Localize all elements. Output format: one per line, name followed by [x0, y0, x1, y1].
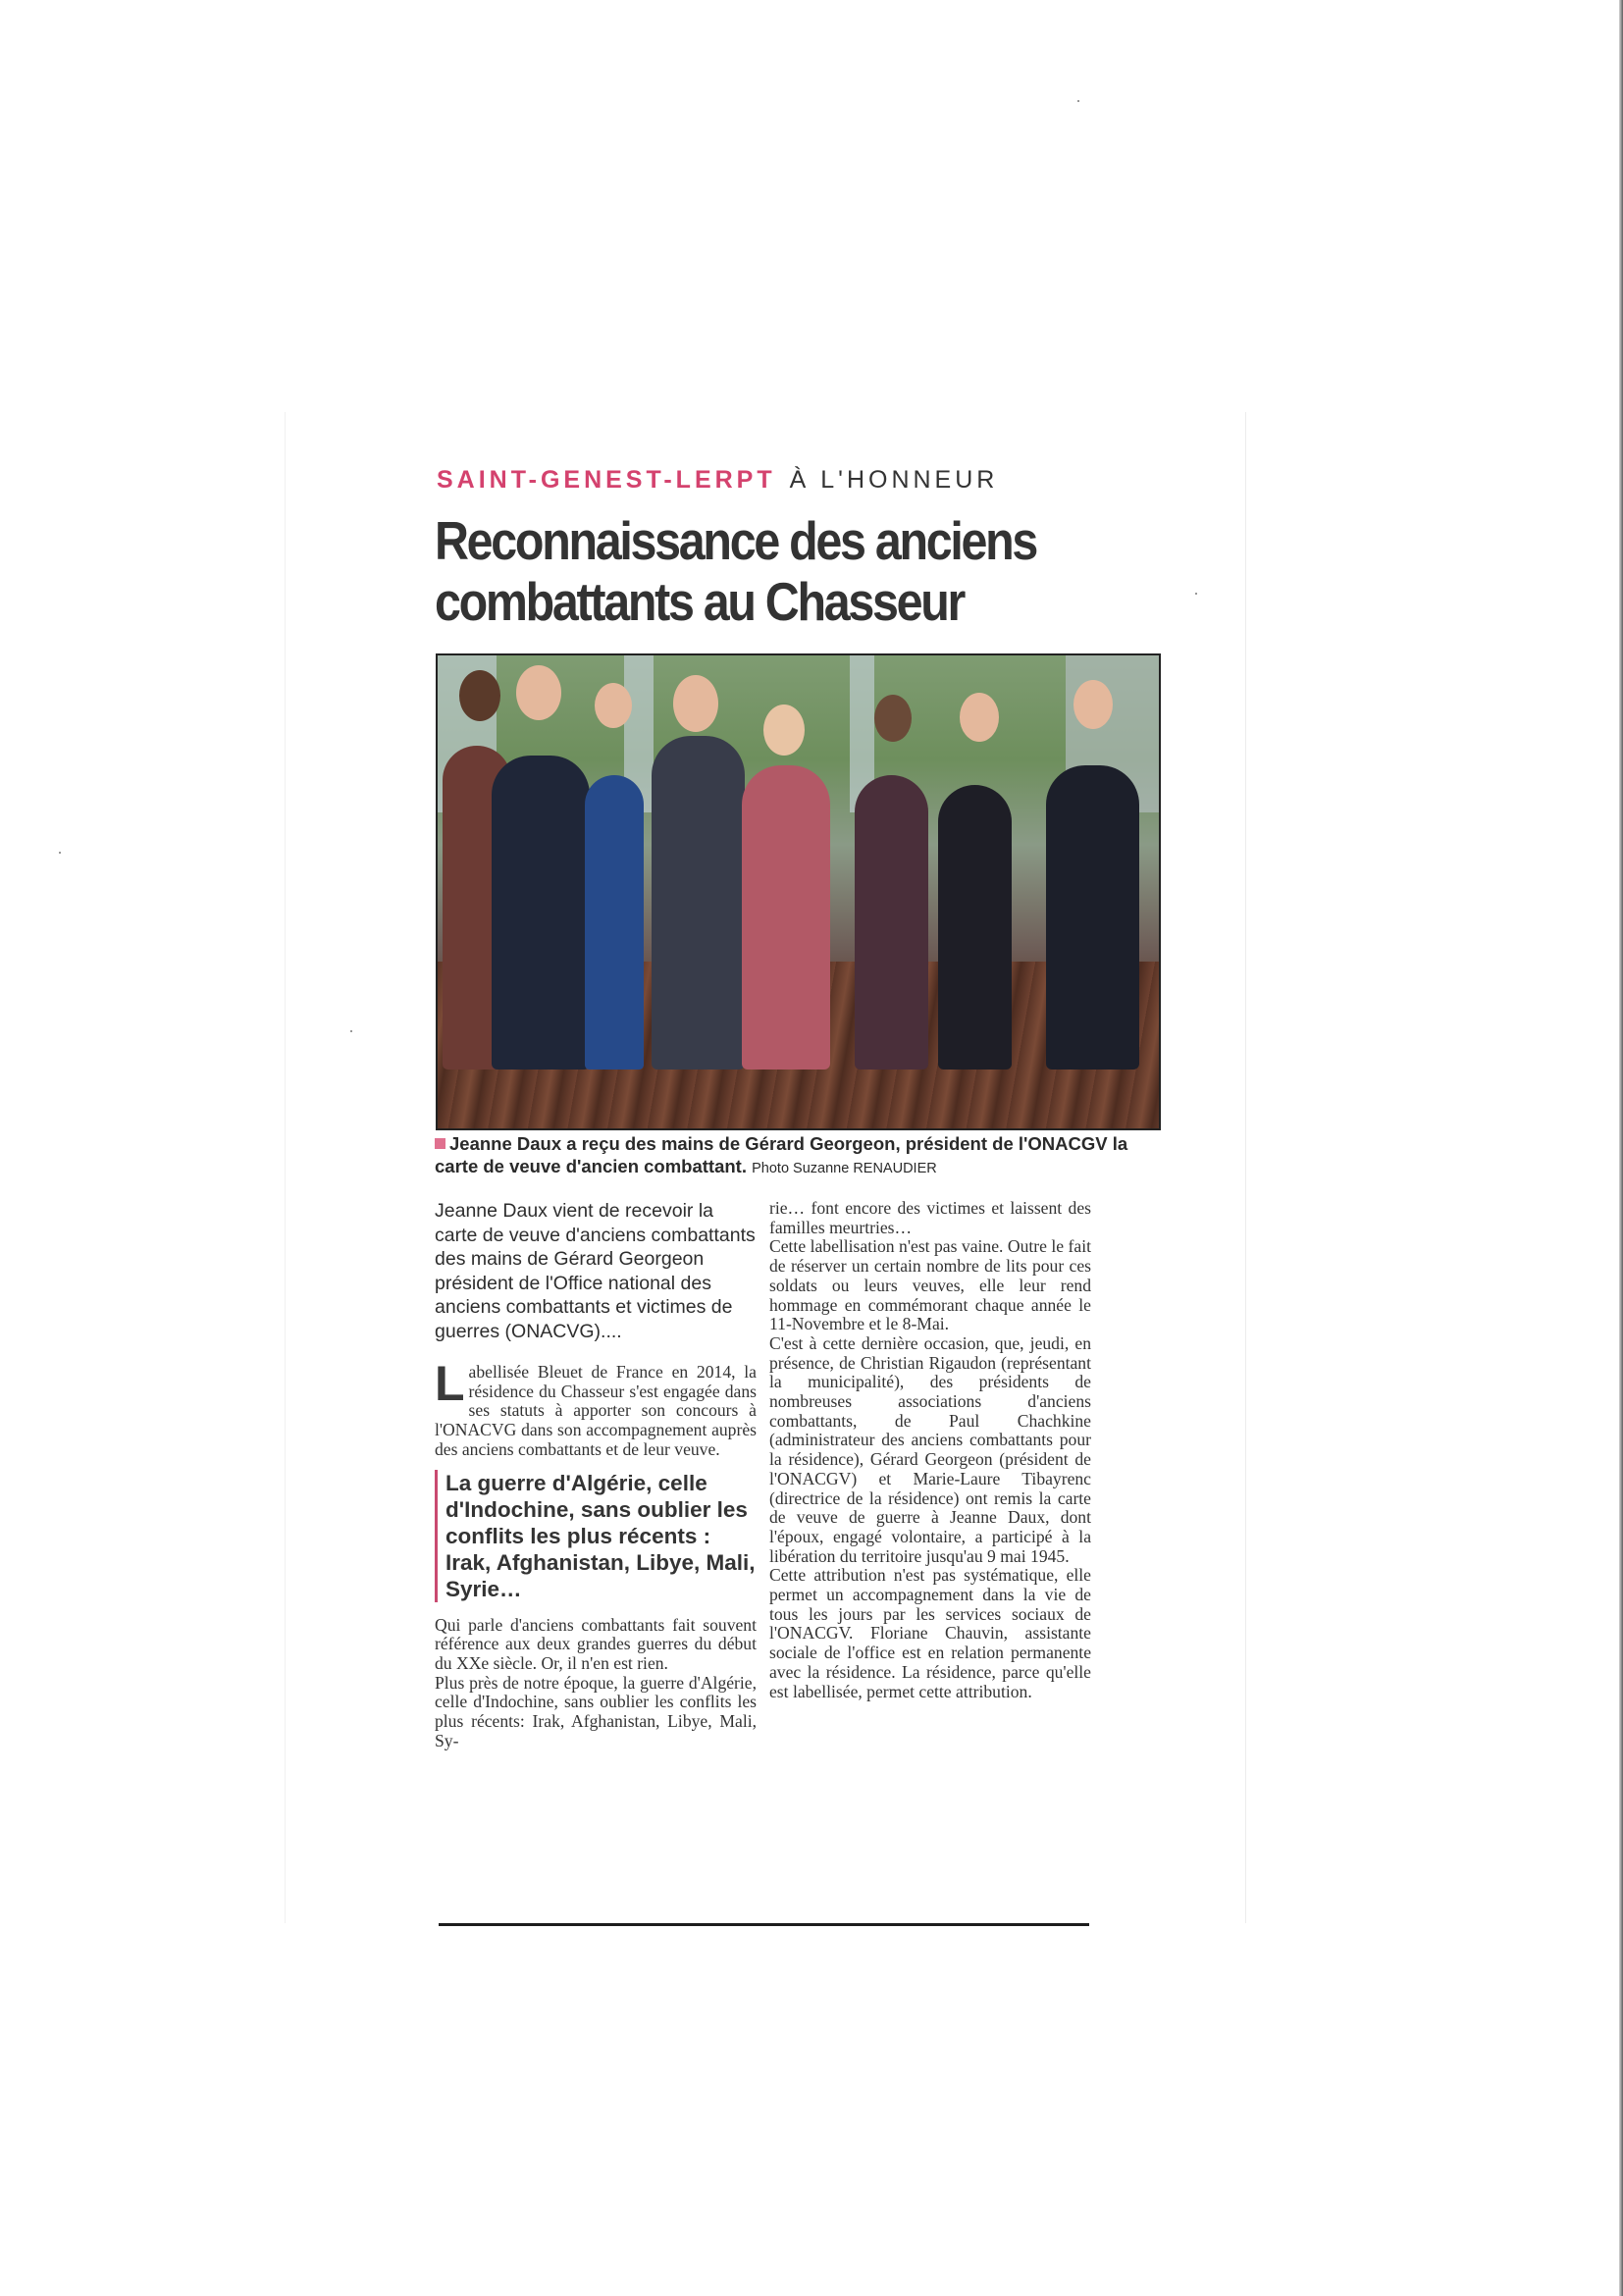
photo-caption	[435, 1132, 1141, 1180]
pull-quote: La guerre d'Algérie, celle d'Indochine, sans oublier les conflits les plus récents : Irak, Afghanistan, Libye, Mali, Syrie…	[435, 1470, 757, 1602]
scan-speck	[59, 852, 61, 854]
article-photo	[436, 653, 1161, 1130]
caption-square-icon	[435, 1138, 445, 1149]
chapo: Jeanne Daux vient de recevoir la carte de veuve d'anciens combattants des mains de Gérard Georgeon président de l'Office national des anciens combattants et victimes de guerres (ONACVG)....	[435, 1200, 756, 1342]
body-right	[769, 1199, 1091, 1701]
scanner-edge	[1619, 0, 1623, 2296]
column-right	[769, 1199, 1091, 1701]
body-paragraph: Plus près de notre époque, la guerre d'Algérie, celle d'Indochine, sans oublier les conflits les plus récents: Irak, Afghanistan, Libye, Mali, Sy-	[435, 1672, 757, 1750]
drop-cap: L	[435, 1356, 465, 1411]
kicker	[437, 466, 998, 495]
intro-text: abellisée Bleuet de France en 2014, la résidence du Chasseur s'est engagée dans ses statuts à apporter son concours à l'ONACVG dans son accompagnement auprès des anciens combattants et de leur veuve.	[435, 1362, 757, 1459]
kicker-place: SAINT-GENEST-LERPT	[437, 466, 776, 494]
body-left	[435, 1616, 757, 1751]
body-paragraph: rie… font encore des victimes et laissent des familles meurtries…	[769, 1198, 1091, 1237]
body-paragraph: Cette labellisation n'est pas vaine. Outre le fait de réserver un certain nombre de lits pour ces soldats ou leurs veuves, elle leur rend hommage en commémorant chaque année le 11-Novembre et le 8-Mai.	[769, 1236, 1091, 1334]
intro-paragraph	[435, 1356, 757, 1460]
headline: Reconnaissance des anciens combattants au Chasseur	[435, 510, 1037, 632]
kicker-rubric: À L'HONNEUR	[789, 466, 999, 494]
caption-text: Jeanne Daux a reçu des mains de Gérard Georgeon, président de l'ONACGV la carte de veuve d'ancien combattant.	[435, 1133, 1128, 1176]
body-paragraph: Qui parle d'anciens combattants fait souvent référence aux deux grandes guerres du début du XXe siècle. Or, il n'en est rien.	[435, 1614, 757, 1673]
column-left	[435, 1199, 757, 1750]
article-end-rule	[439, 1923, 1089, 1926]
body-paragraph: Cette attribution n'est pas systématique, elle permet un accompagnement dans la vie de tous les jours par les services sociaux de l'ONACGV. Floriane Chauvin, assistante sociale de l'office est en relation permanente avec la résidence. La résidence, parce qu'elle est labellisée, permet cette attribution.	[769, 1565, 1091, 1701]
photo-credit: Photo Suzanne RENAUDIER	[752, 1161, 937, 1176]
scan-speck	[1077, 100, 1079, 102]
body-paragraph: C'est à cette dernière occasion, que, jeudi, en présence, de Christian Rigaudon (représentant la municipalité), des présidents de nombreuses associations d'anciens combattants, de Paul Chachkine (administrateur des anciens combattants pour la résidence), Gérard Georgeon (président de l'ONACGV) et Marie-Laure Tibayrenc (directrice de la résidence) ont remis la carte de veuve de guerre à Jeanne Daux, dont l'époux, engagé volontaire, a participé à la libération du territoire jusqu'au 9 mai 1945.	[769, 1332, 1091, 1566]
